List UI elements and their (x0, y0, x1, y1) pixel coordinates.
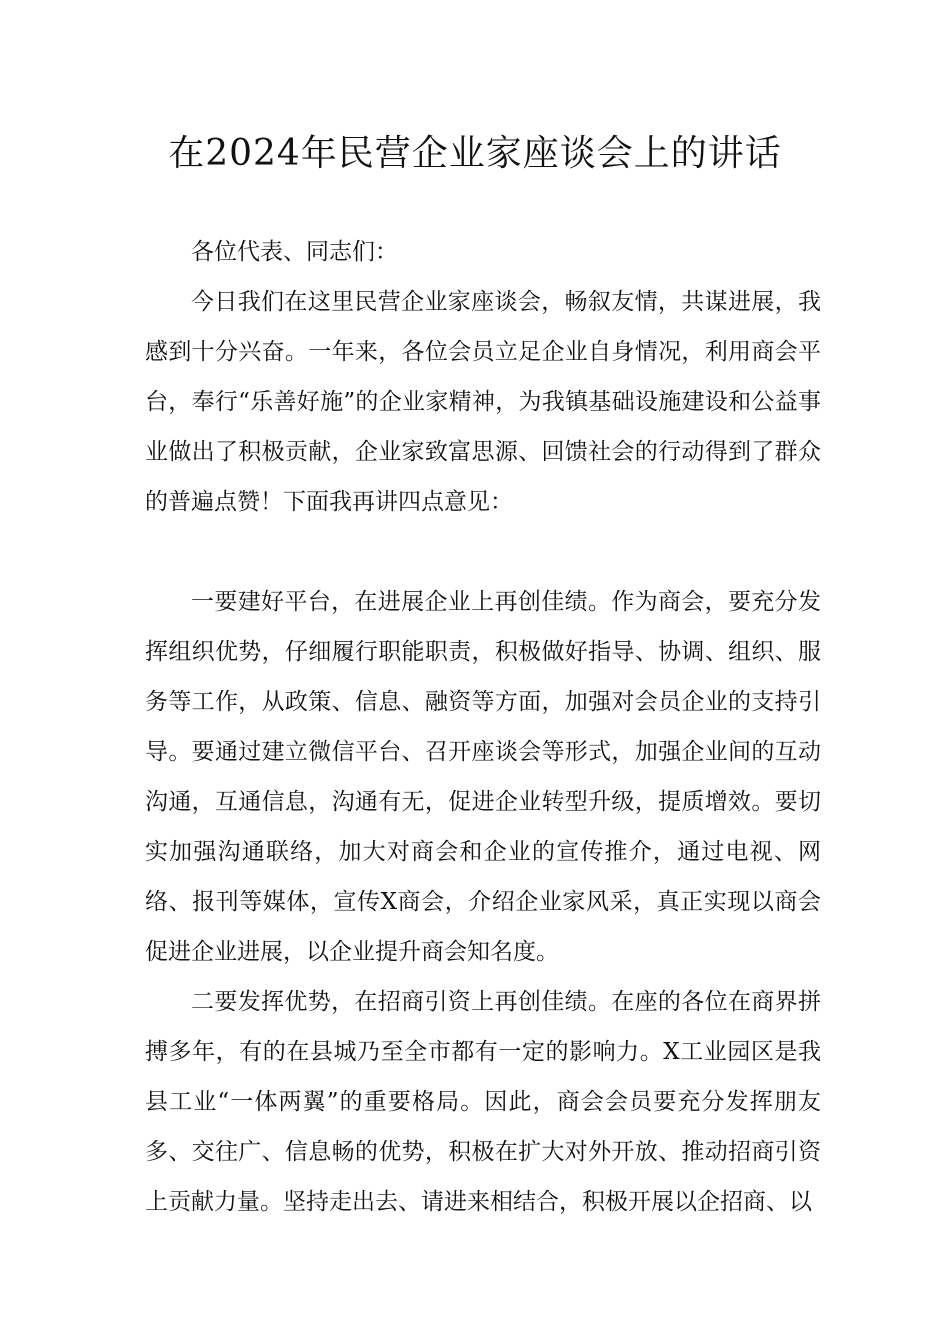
paragraph-point-two: 二要发挥优势，在招商引资上再创佳绩。在座的各位在商界拼搏多年，有的在县城乃至全市都有一定的影响力。X工业园区是我县工业“一体两翼”的重要格局。因此，商会会员要充分发挥朋友多、交往广、信息畅的优势，积极在扩大对外开放、推动招商引资上贡献力量。坚持走出去、请进来相结合，积极开展以企招商、以 (145, 989, 821, 1215)
greeting-line: 各位代表、同志们： (191, 239, 398, 265)
paragraph-intro: 今日我们在这里民营企业家座谈会，畅叙友情，共谋进展，我感到十分兴奋。一年来，各位会员立足企业自身情况，利用商会平台，奉行“乐善好施”的企业家精神，为我镇基础设施建设和公益事业做出了积极贡献，企业家致富思源、回馈社会的行动得到了群众的普遍点赞！下面我再讲四点意见： (145, 289, 821, 515)
document-title: 在2024年民营企业家座谈会上的讲话 (168, 133, 782, 174)
paragraph-point-one: 一要建好平台，在进展企业上再创佳绩。作为商会，要充分发挥组织优势，仔细履行职能职责，积极做好指导、协调、组织、服务等工作，从政策、信息、融资等方面，加强对会员企业的支持引导。要通过建立微信平台、召开座谈会等形式，加强企业间的互动沟通，互通信息，沟通有无，促进企业转型升级，提质增效。要切实加强沟通联络，加大对商会和企业的宣传推介，通过电视、网络、报刊等媒体，宣传X商会，介绍企业家风采，真正实现以商会促进企业进展，以企业提升商会知名度。 (145, 589, 821, 965)
